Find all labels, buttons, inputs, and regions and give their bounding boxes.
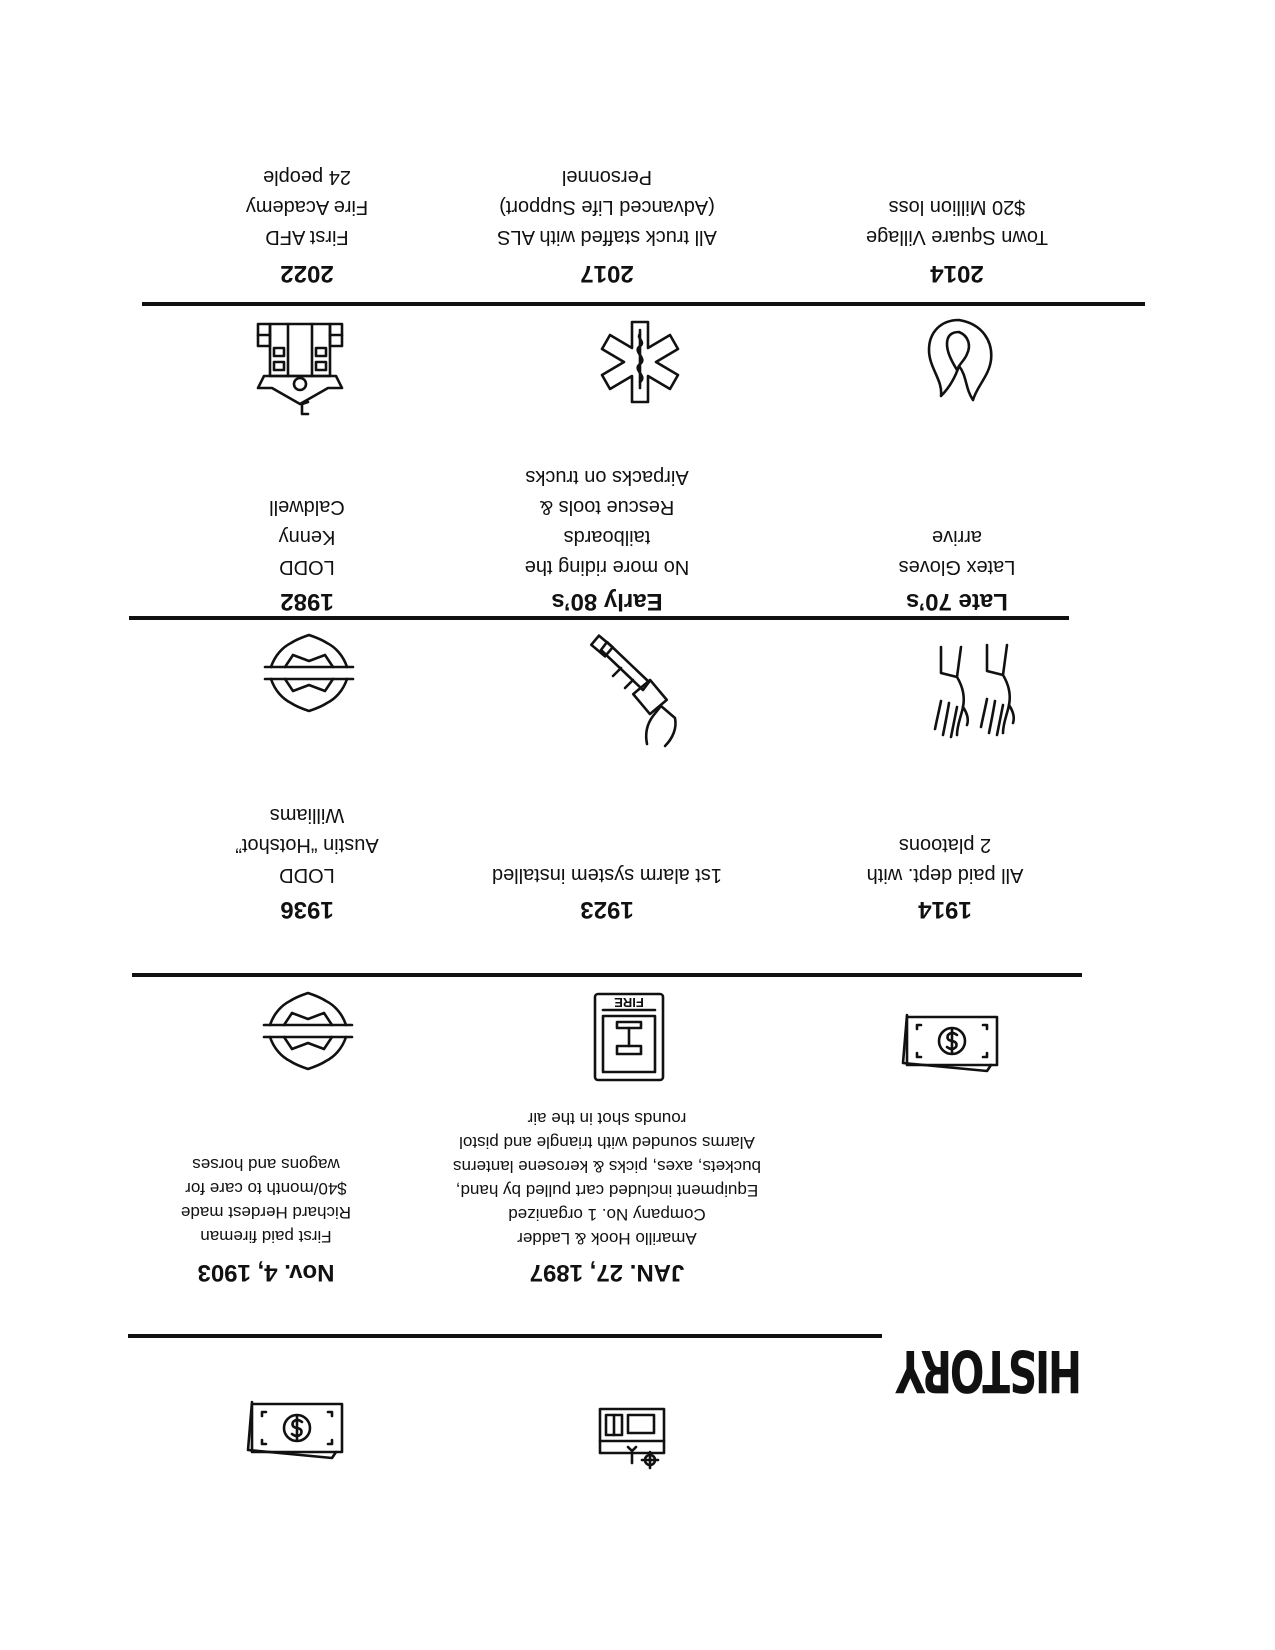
- flame-icon: [917, 316, 1003, 412]
- timeline-rule-3: [129, 616, 1069, 620]
- fire-engine-icon: [592, 1397, 672, 1477]
- money-icon: [901, 1007, 1001, 1073]
- event-text: All paid dept. with 2 platoons: [866, 834, 1024, 886]
- academy-building-icon: [252, 318, 348, 418]
- event-text: No more riding the tailboards Rescue tools & Airpacks on trucks: [524, 466, 690, 578]
- event-text: LODD Austin “Hotshot” Williams: [235, 804, 379, 886]
- event-text: First paid fireman Richard Herdest made $40/month to care for wagons and horses: [180, 1155, 352, 1246]
- event-date: Early 80’s: [551, 588, 663, 615]
- event-text: 1st alarm system installed: [491, 864, 723, 886]
- event-date: 2017: [580, 260, 634, 287]
- star-of-life-icon: [598, 318, 682, 406]
- event-text: Town Square Village $20 Million loss: [866, 196, 1048, 248]
- timeline-rule-1: [128, 1334, 882, 1338]
- fire-alarm-icon: [591, 990, 667, 1084]
- event-date: 1982: [280, 588, 334, 615]
- event-date: 1936: [280, 896, 334, 923]
- event-date: 1914: [918, 896, 972, 923]
- fire-badge-icon: [261, 629, 357, 717]
- event-date: Late 70’s: [906, 588, 1008, 615]
- event-date: 2014: [930, 260, 984, 287]
- timeline-rule-2: [132, 973, 1082, 977]
- event-text: All truck staffed with ALS (Advanced Life Support) Personnel: [497, 166, 717, 248]
- fire-badge-icon: [260, 987, 356, 1075]
- event-date: 1923: [580, 896, 634, 923]
- event-date: 2022: [280, 260, 334, 287]
- event-text: Amarillo Hook & Ladder Company No. 1 organized Equipment included cart pulled by hand, buckets, axes, picks & kerosene lanterns Alarms sounded with triangle and pistol rounds shot in the air: [452, 1109, 762, 1248]
- event-date: JAN. 27, 1897: [529, 1259, 685, 1286]
- fire-label: FIRE: [614, 995, 644, 1010]
- rescue-tool-icon: [581, 632, 691, 750]
- event-text: Latex Gloves arrive: [898, 526, 1016, 578]
- timeline-rule-4: [142, 302, 1145, 306]
- event-text: First AFD Fire Academy 24 people: [245, 166, 369, 248]
- page-title: HISTORY: [897, 1337, 1082, 1405]
- event-date: Nov. 4, 1903: [197, 1259, 335, 1286]
- event-text: LODD Kenny Caldwell: [269, 496, 345, 578]
- gloves-icon: [917, 641, 1017, 745]
- money-icon: [246, 1394, 346, 1460]
